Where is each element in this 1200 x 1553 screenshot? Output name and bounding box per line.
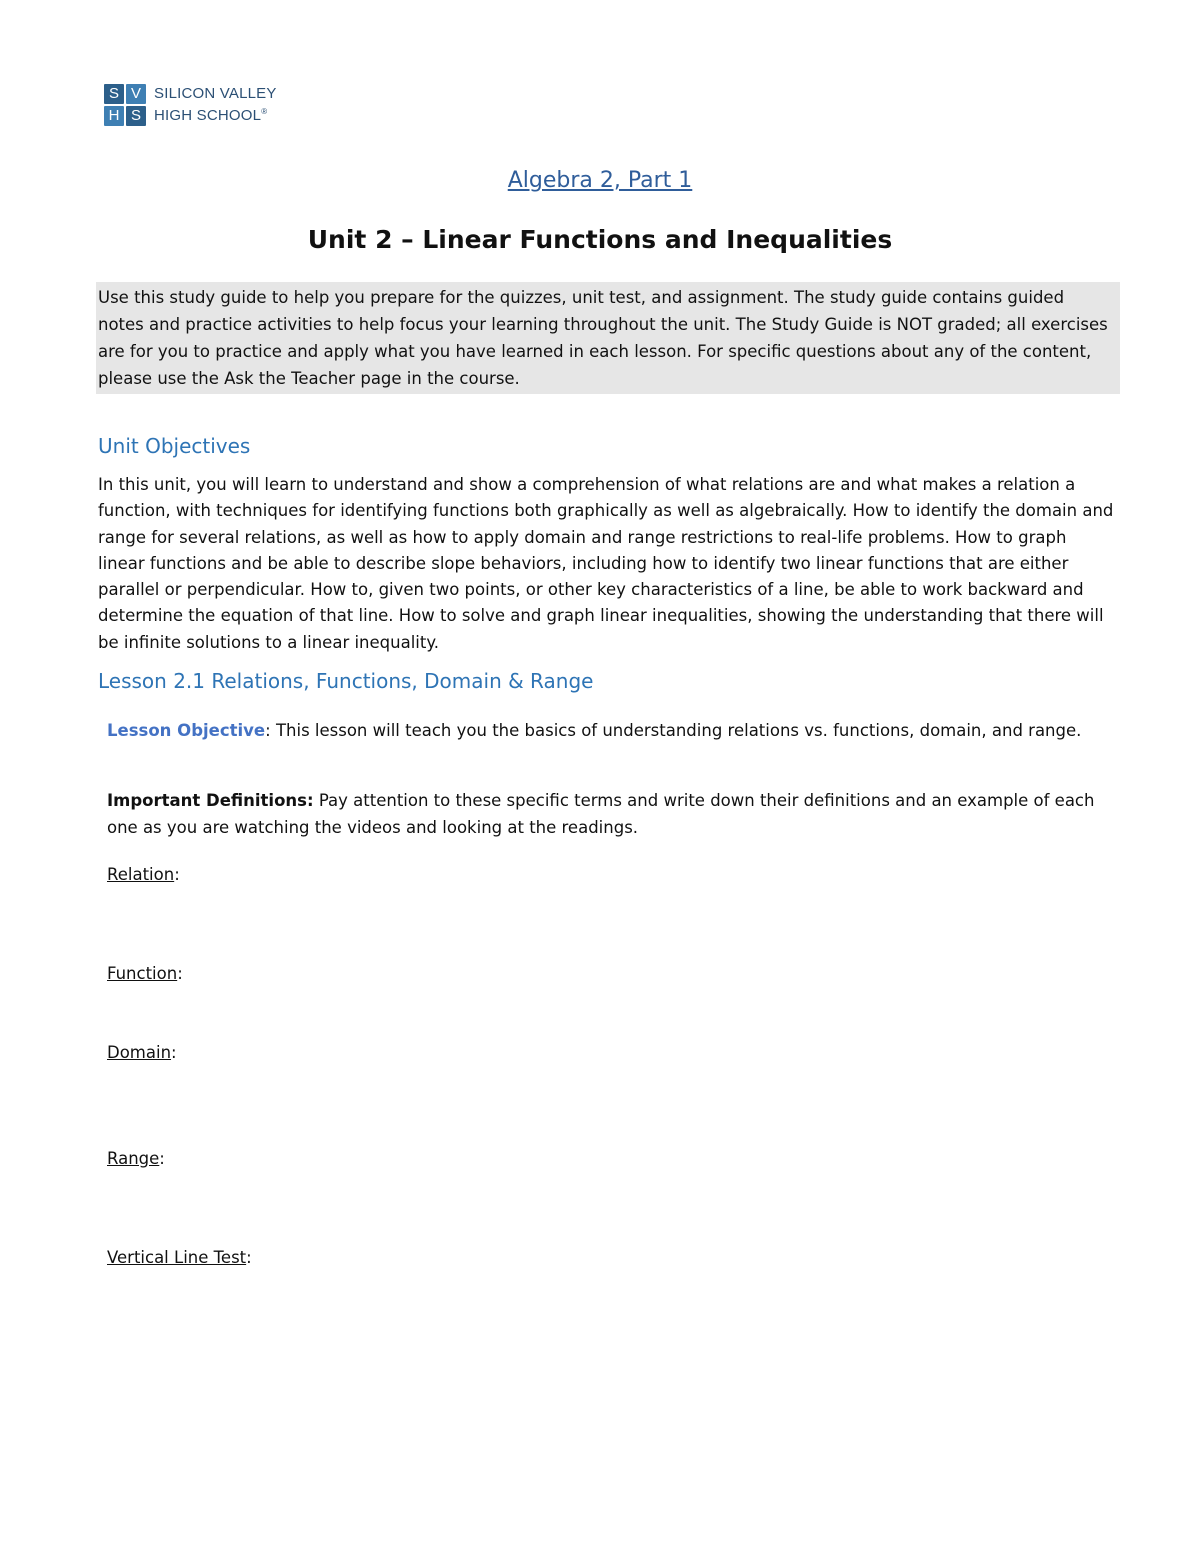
logo-letter-v: V [126, 84, 146, 104]
important-definitions [107, 787, 1107, 841]
logo-letter-s2: S [126, 106, 146, 126]
term-relation-label: Relation [107, 865, 175, 884]
lesson-objective-text: : This lesson will teach you the basics of understanding relations vs. functions, domain, and range. [265, 721, 1082, 740]
term-domain [107, 1042, 177, 1064]
term-vertical-line-test-label: Vertical Line Test [107, 1248, 247, 1267]
term-colon: : [177, 964, 183, 983]
unit-objectives-heading: Unit Objectives [98, 434, 251, 458]
important-definitions-text: Pay attention to these specific terms and write down their definitions and an example of each one as you are watching the videos and looking at the readings. [107, 791, 1095, 837]
unit-title: Unit 2 – Linear Functions and Inequalities [307, 225, 893, 254]
lesson-heading: Lesson 2.1 Relations, Functions, Domain & Range [98, 669, 594, 693]
course-title: Algebra 2, Part 1 [507, 168, 693, 193]
logo-line-2 [154, 103, 277, 125]
logo-line-1: SILICON VALLEY [154, 85, 277, 102]
lesson-objective-label: Lesson Objective [107, 721, 266, 740]
term-range [107, 1148, 165, 1170]
lesson-objective [107, 718, 1107, 744]
term-function-label: Function [107, 964, 178, 983]
term-relation [107, 864, 180, 886]
logo-mark [104, 84, 146, 126]
school-logo [104, 84, 277, 126]
logo-letter-s: S [104, 84, 124, 104]
logo-wordmark [154, 85, 277, 125]
logo-letter-h: H [104, 106, 124, 126]
logo-line-2-text: HIGH SCHOOL [154, 107, 262, 124]
registered-mark: ® [261, 107, 268, 116]
term-range-label: Range [107, 1149, 160, 1168]
term-colon: : [171, 1043, 177, 1062]
term-function [107, 963, 183, 985]
unit-objectives-text: In this unit, you will learn to understand and show a comprehension of what relations are and what makes a relation a function, with techniques for identifying functions both graphically as well as algebraically. How to identify the domain and range for several relations, as well as how to apply domain and range restrictions to real-life problems. How to graph linear functions and be able to describe slope behaviors, including how to identify two linear functions that are either parallel or perpendicular. How to, given two points, or other key characteristics of a line, be able to work backward and determine the equation of that line. How to solve and graph linear inequalities, showing the understanding that there will be infinite solutions to a linear inequality. [98, 475, 1114, 652]
important-definitions-label: Important Definitions: [107, 791, 314, 810]
term-colon: : [246, 1248, 252, 1267]
term-colon: : [159, 1149, 165, 1168]
term-domain-label: Domain [107, 1043, 172, 1062]
intro-box: Use this study guide to help you prepare for the quizzes, unit test, and assignment. The study guide contains guided notes and practice activities to help focus your learning throughout the unit. The Study Guide is NOT graded; all exercises are for you to practice and apply what you have learned in each lesson. For specific questions about any of the content, please use the Ask the Teacher page in the course. [96, 282, 1120, 394]
term-vertical-line-test [107, 1247, 252, 1269]
term-colon: : [174, 865, 180, 884]
